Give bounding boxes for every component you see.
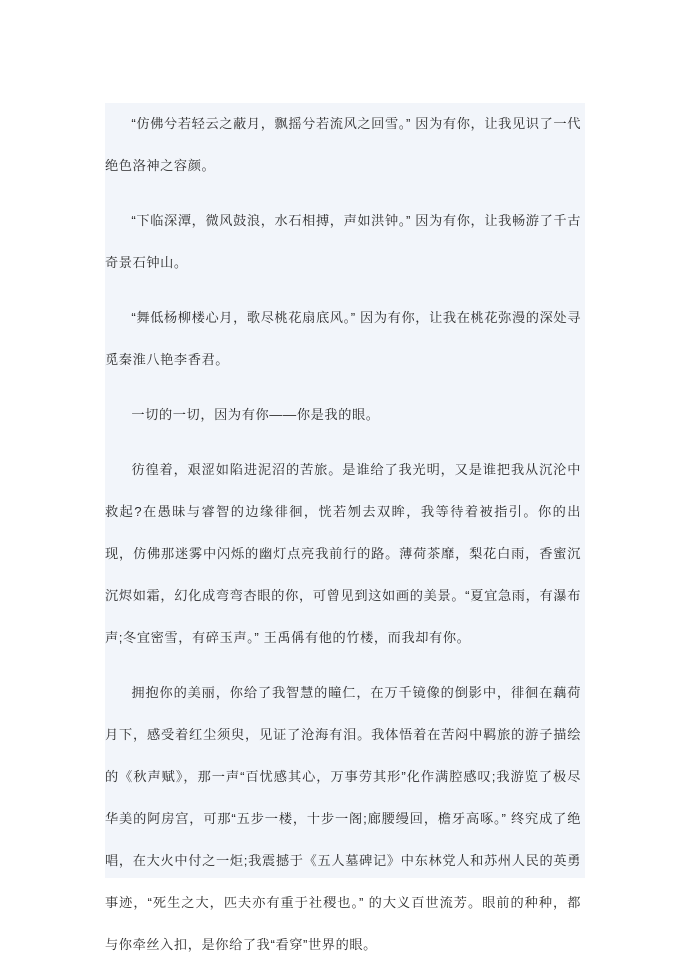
paragraph-1: “仿佛兮若轻云之蔽月，飘摇兮若流风之回雪。” 因为有你，让我见识了一代绝色洛神之容颜。 bbox=[105, 116, 581, 173]
paragraph-spacer bbox=[105, 381, 585, 394]
paragraph-2: “下临深潭，微风鼓浪，水石相搏，声如洪钟。” 因为有你，让我畅游了千古奇景石钟山。 bbox=[105, 213, 581, 270]
paragraph-spacer bbox=[105, 284, 585, 297]
paragraph-6: 拥抱你的美丽，你给了我智慧的瞳仁，在万千镜像的倒影中，徘徊在藕荷月下，感受着红尘须臾，见证了沧海有泪。我体悟着在苦闷中羁旅的游子描绘的《秋声赋》，那一声“百忧感其心，万事劳其形”化作满腔感叹;我游览了极尽华美的阿房宫，可那“五步一楼，十步一阁;廊腰缦回，檐牙高啄。” 终究成了绝唱，在大火中付之一炬;我震撼于《五人墓碑记》中东林党人和苏州人民的英勇事迹，“死生之大，匹夫亦有重于社稷也。” 的大义百世流芳。眼前的种种，都与你牵丝入扣，是你给了我“看穿”世界的眼。 bbox=[105, 685, 581, 952]
paragraph-spacer bbox=[105, 436, 585, 449]
paragraph-4: 一切的一切，因为有你——你是我的眼。 bbox=[131, 407, 380, 422]
document-body-block bbox=[105, 103, 585, 952]
paragraph-spacer bbox=[105, 659, 585, 672]
paragraph-spacer bbox=[105, 187, 585, 200]
paragraph-3: “舞低杨柳楼心月，歌尽桃花扇底风。” 因为有你，让我在桃花弥漫的深处寻觅秦淮八艳李香君。 bbox=[105, 310, 581, 367]
paragraph-5: 彷徨着，艰涩如陷进泥沼的苦旅。是谁给了我光明，又是谁把我从沉沦中救起?在愚昧与睿智的边缘徘徊，恍若刎去双眸，我等待着被指引。你的出现，仿佛那迷雾中闪烁的幽灯点亮我前行的路。薄荷茶靡，梨花白雨，香蜜沉沉烬如霜，幻化成弯弯杏眼的你，可曾见到这如画的美景。“夏宜急雨，有瀑布声;冬宜密雪，有碎玉声。” 王禹偁有他的竹楼，而我却有你。 bbox=[105, 462, 581, 645]
